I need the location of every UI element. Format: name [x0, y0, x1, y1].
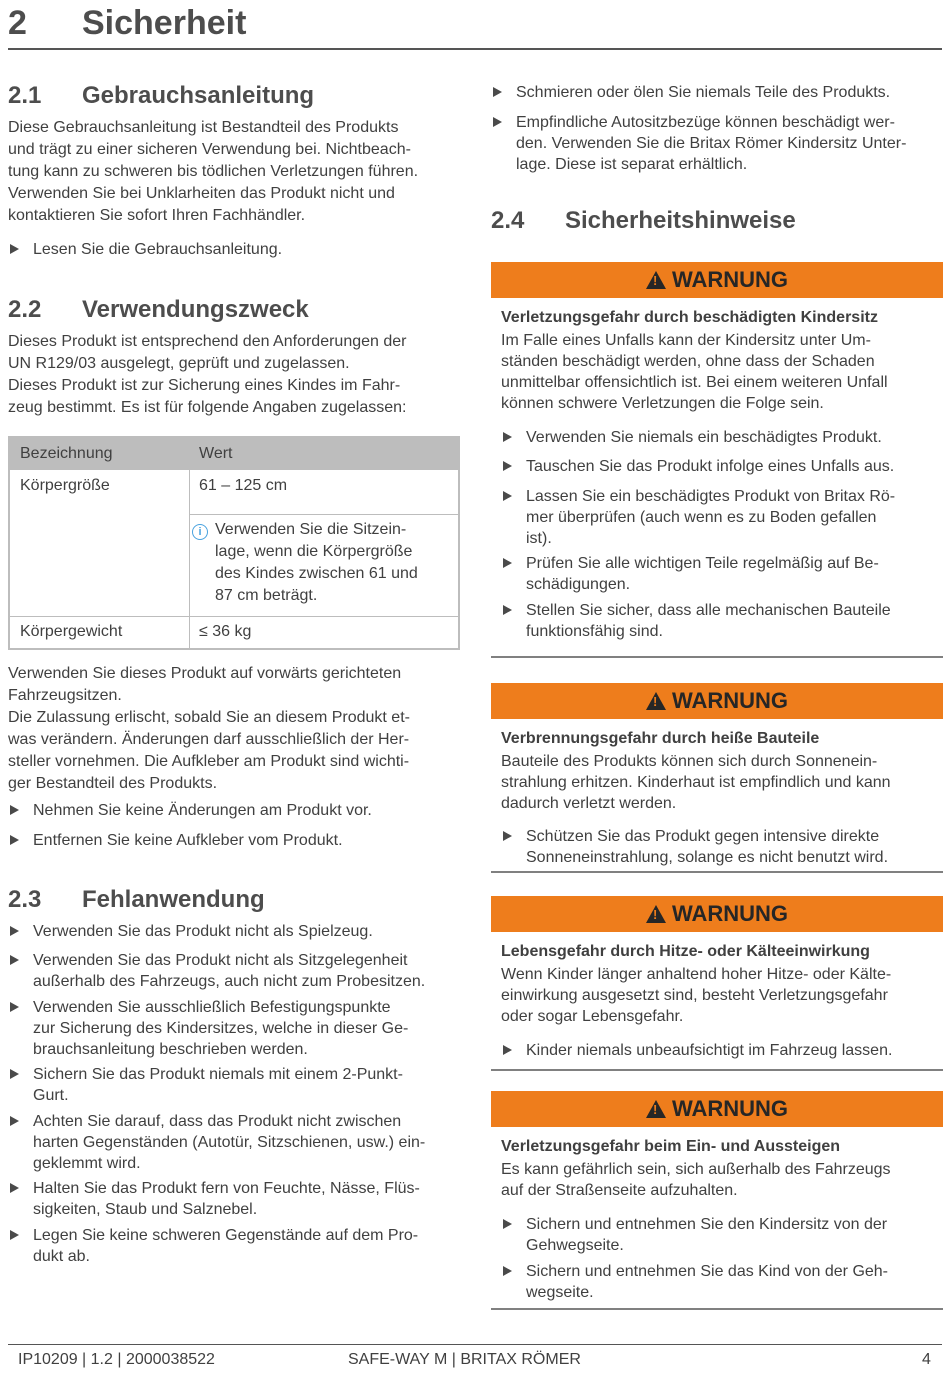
bullet-triangle-icon: [10, 244, 19, 254]
warning-subtitle: Lebensgefahr durch Hitze- oder Kälteeinwirkung: [501, 943, 870, 960]
section-title: Gebrauchsanleitung: [82, 82, 315, 109]
warning-icon: [646, 271, 666, 289]
list-item: Sichern Sie das Produkt niemals mit einem 2-Punkt- Gurt.: [8, 1064, 473, 1106]
section-heading-2-4: [491, 207, 931, 237]
warning-subtitle: Verletzungsgefahr beim Ein- und Aussteigen: [501, 1138, 841, 1155]
chapter-number: 2: [8, 4, 27, 42]
intro-paragraph-2-2: Dieses Produkt ist entsprechend den Anforderungen der UN R129/03 ausgelegt, geprüft und zugelassen. Dieses Produkt ist zur Sicherung eines Kindes im Fahr- zeug bestimmt. Es ist für folgende Angaben zugelassen:: [8, 333, 407, 416]
footer-document-id: IP10209 | 1.2 | 2000038522: [18, 1351, 215, 1368]
bullet-triangle-icon: [493, 117, 502, 127]
warning-subtitle: Verbrennungsgefahr durch heiße Bauteile: [501, 730, 820, 747]
warning-banner: !WARNUNG: [491, 262, 943, 298]
table-header-value: Wert: [199, 445, 233, 462]
bullet-triangle-icon: [503, 461, 512, 471]
list-item: Lesen Sie die Gebrauchsanleitung.: [8, 239, 473, 260]
warning-icon: [646, 905, 666, 923]
bullet-triangle-icon: [503, 558, 512, 568]
table-row-label: Körpergewicht: [20, 623, 123, 640]
specification-table: [8, 436, 460, 650]
section-number: 2.2: [8, 296, 42, 323]
footer-page-number: 4: [922, 1351, 931, 1368]
warning-banner: !WARNUNG: [491, 683, 943, 719]
section-heading-2-3: [8, 886, 448, 916]
warning-banner: !WARNUNG: [491, 896, 943, 932]
bullet-triangle-icon: [493, 87, 502, 97]
table-row-value: 61 – 125 cm: [199, 477, 288, 494]
section-number: 2.4: [491, 207, 525, 234]
list-item: Achten Sie darauf, dass das Produkt nicht zwischen harten Gegenständen (Autotür, Sitzschienen, usw.) ein- geklemmt wird.: [8, 1111, 483, 1174]
bullet-triangle-icon: [10, 926, 19, 936]
warning-divider: [491, 656, 943, 658]
list-item: Verwenden Sie niemals ein beschädigtes Produkt.: [501, 427, 950, 448]
bullet-triangle-icon: [10, 1183, 19, 1193]
bullet-triangle-icon: [10, 955, 19, 965]
list-item: Sichern und entnehmen Sie den Kindersitz von der Gehwegseite.: [501, 1214, 950, 1256]
list-item: Tauschen Sie das Produkt infolge eines Unfalls aus.: [501, 456, 950, 477]
warning-icon: [646, 1100, 666, 1118]
list-item: Sichern und entnehmen Sie das Kind von der Geh- wegseite.: [501, 1261, 950, 1303]
section-heading-2-1: [8, 82, 448, 112]
table-divider: [10, 616, 460, 617]
footer-product-name: SAFE-WAY M | BRITAX RÖMER: [348, 1351, 581, 1368]
list-item: Schützen Sie das Produkt gegen intensive direkte Sonneneinstrahlung, solange es nicht benutzt wird.: [501, 826, 950, 868]
section-number: 2.1: [8, 82, 42, 109]
bullet-triangle-icon: [503, 831, 512, 841]
bullet-triangle-icon: [503, 491, 512, 501]
warning-text: Wenn Kinder länger anhaltend hoher Hitze- oder Kälte- einwirkung ausgesetzt sind, besteht Verletzungsgefahr oder sogar Lebensgefahr.: [501, 966, 892, 1025]
table-row-value: ≤ 36 kg: [199, 623, 252, 640]
warning-text: Bauteile des Produkts können sich durch Sonnenein- strahlung erhitzen. Kinderhaut ist empfindlich und kann dadurch verletzt werden.: [501, 753, 891, 812]
warning-text: Im Falle eines Unfalls kann der Kindersitz unter Um- ständen beschädigt werden, ohne dass der Schaden unmittelbar offensichtlich ist. Bei einem weiteren Unfall können schwere Verletzungen die Folge sein.: [501, 332, 888, 412]
bullet-triangle-icon: [503, 1045, 512, 1055]
warning-icon: [646, 692, 666, 710]
bullet-triangle-icon: [10, 1069, 19, 1079]
list-item: Verwenden Sie das Produkt nicht als Sitzgelegenheit außerhalb des Fahrzeugs, auch nicht zum Probesitzen.: [8, 950, 473, 992]
section-heading-2-2: [8, 296, 448, 326]
bullet-triangle-icon: [10, 1002, 19, 1012]
table-info-note: Verwenden Sie die Sitzein- lage, wenn die Körpergröße des Kindes zwischen 61 und 87 cm beträgt.: [215, 521, 418, 604]
bullet-triangle-icon: [10, 835, 19, 845]
bullet-triangle-icon: [503, 605, 512, 615]
bullet-triangle-icon: [10, 805, 19, 815]
warning-text: Es kann gefährlich sein, sich außerhalb des Fahrzeugs auf der Straßenseite aufzuhalten.: [501, 1161, 891, 1199]
list-item: Verwenden Sie ausschließlich Befestigungspunkte zur Sicherung des Kindersitzes, welche in dieser Ge- brauchsanleitung beschrieben werden.: [8, 997, 473, 1060]
table-header-label: Bezeichnung: [20, 445, 113, 462]
info-icon: i: [192, 524, 208, 540]
bullet-triangle-icon: [503, 1219, 512, 1229]
section-number: 2.3: [8, 886, 42, 913]
chapter-rule: [8, 48, 942, 50]
bullet-triangle-icon: [10, 1116, 19, 1126]
section-title: Sicherheitshinweise: [565, 207, 796, 234]
bullet-triangle-icon: [503, 1266, 512, 1276]
warning-banner: !WARNUNG: [491, 1091, 943, 1127]
list-item: Kinder niemals unbeaufsichtigt im Fahrzeug lassen.: [501, 1040, 950, 1061]
list-item: Empfindliche Autositzbezüge können beschädigt wer- den. Verwenden Sie die Britax Römer Kindersitz Unter- lage. Diese ist separat erhältlich.: [491, 112, 946, 175]
list-item: Nehmen Sie keine Änderungen am Produkt vor.: [8, 800, 473, 821]
chapter-title: Sicherheit: [82, 4, 247, 42]
bullet-triangle-icon: [503, 432, 512, 442]
list-item: Stellen Sie sicher, dass alle mechanischen Bauteile funktionsfähig sind.: [501, 600, 950, 642]
list-item: Entfernen Sie keine Aufkleber vom Produkt.: [8, 830, 473, 851]
warning-subtitle: Verletzungsgefahr durch beschädigten Kindersitz: [501, 309, 878, 326]
table-divider: [189, 470, 190, 650]
list-item: Halten Sie das Produkt fern von Feuchte, Nässe, Flüs- sigkeiten, Staub und Salznebel.: [8, 1178, 473, 1220]
list-item: Schmieren oder ölen Sie niemals Teile des Produkts.: [491, 82, 946, 103]
warning-divider: [491, 1069, 943, 1071]
table-divider: [189, 514, 460, 515]
intro-paragraph-2-1: Diese Gebrauchsanleitung ist Bestandteil des Produkts und trägt zu einer sicheren Verwendung bei. Nichtbeach- tung kann zu schweren bis tödlichen Verletzungen führen. Verwenden Sie bei Unklarheiten das Produkt nicht und kontaktieren Sie sofort Ihren Fachhändler.: [8, 119, 419, 224]
section-title: Verwendungszweck: [82, 296, 309, 323]
list-item: Lassen Sie ein beschädigtes Produkt von Britax Rö- mer überprüfen (auch wenn es zu Boden gefallen ist).: [501, 486, 950, 549]
table-row-label: Körpergröße: [20, 477, 110, 494]
section-title: Fehlanwendung: [82, 886, 265, 913]
usage-paragraph: Verwenden Sie dieses Produkt auf vorwärts gerichteten Fahrzeugsitzen. Die Zulassung erlischt, sobald Sie an diesem Produkt et- was verändern. Änderungen darf ausschließlich der Her- steller vornehmen. Die Aufkleber am Produkt sind wichti- ger Bestandteil des Produkts.: [8, 665, 410, 792]
list-item: Legen Sie keine schweren Gegenstände auf dem Pro- dukt ab.: [8, 1225, 473, 1267]
footer-rule: [8, 1344, 942, 1345]
list-item: Prüfen Sie alle wichtigen Teile regelmäßig auf Be- schädigungen.: [501, 553, 950, 595]
warning-divider: [491, 1308, 943, 1310]
list-item: Verwenden Sie das Produkt nicht als Spielzeug.: [8, 921, 473, 942]
bullet-triangle-icon: [10, 1230, 19, 1240]
warning-divider: [491, 871, 943, 873]
